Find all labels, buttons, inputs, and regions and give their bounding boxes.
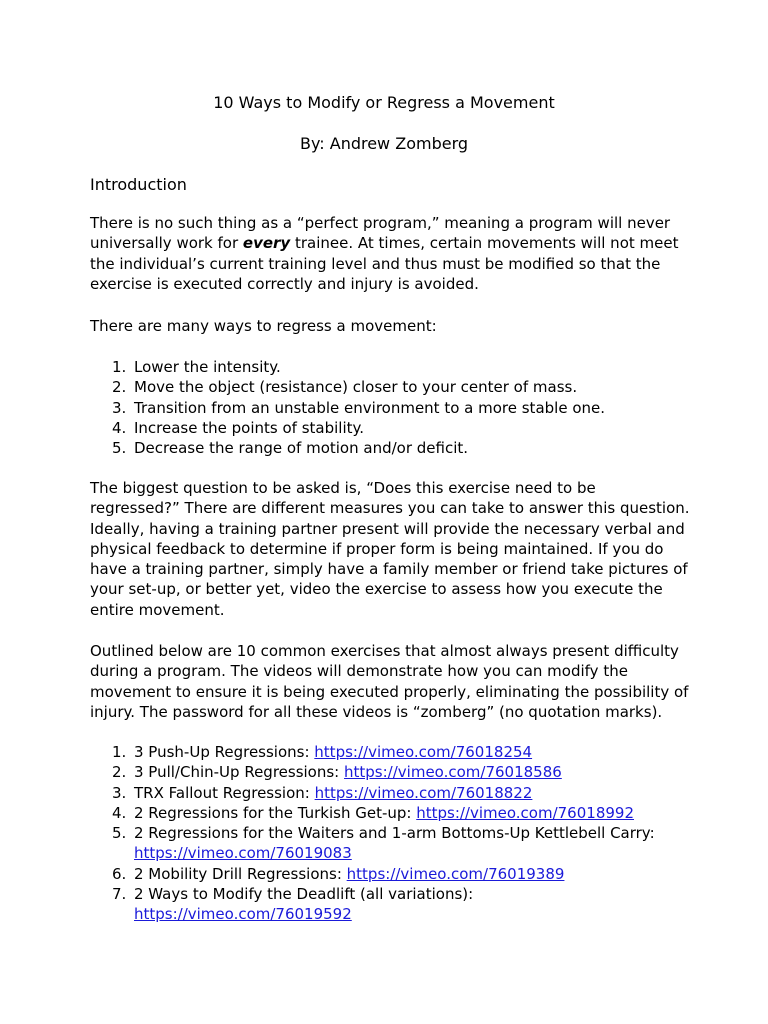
list-item-text: Move the object (resistance) closer to your center of mass. — [134, 378, 578, 397]
intro-text-start: There is no such thing as a “perfect program,” meaning a program will never universally work for — [90, 214, 671, 253]
section-heading-introduction: Introduction — [90, 175, 187, 194]
list-number: 7. — [112, 885, 127, 904]
list-number: 4. — [112, 418, 127, 437]
list-item-text: 3 Push-Up Regressions: — [134, 743, 315, 761]
list-item — [90, 742, 690, 762]
author-byline: By: Andrew Zomberg — [299, 134, 469, 153]
list-number: 2. — [112, 378, 127, 397]
list-item-text: 2 Mobility Drill Regressions: — [134, 864, 347, 883]
list-item-text: Transition from an unstable environment to a more stable one. — [134, 398, 605, 417]
list-item-text: 2 Regressions for the Turkish Get-up: — [134, 803, 417, 822]
list-item — [90, 884, 690, 925]
video-link[interactable]: https://vimeo.com/76018586 — [344, 763, 562, 782]
list-item — [90, 438, 690, 458]
outlined-below-paragraph: Outlined below are 10 common exercises that almost always present difficulty during a program. The videos will demonstrate how you can modify the movement to ensure it is being executed properly, eliminating the possibility of injury. The password for all these videos is “zomberg” (no quotation marks). — [90, 642, 689, 721]
list-item — [90, 864, 690, 884]
regression-methods-list — [90, 357, 690, 458]
list-item-text: 2 Ways to Modify the Deadlift (all variations): — [134, 885, 474, 904]
video-link[interactable]: https://vimeo.com/76018822 — [314, 783, 533, 802]
list-item-text: TRX Fallout Regression: — [134, 783, 315, 802]
list-number: 5. — [112, 824, 127, 843]
list-item — [90, 803, 690, 823]
list-item — [90, 823, 690, 864]
intro-paragraph — [90, 213, 690, 294]
list-item-text: 2 Regressions for the Waiters and 1-arm Bottoms-Up Kettlebell Carry: — [134, 824, 655, 843]
list-item — [90, 418, 690, 438]
list-item — [90, 398, 690, 418]
list-number: 4. — [112, 803, 127, 822]
list-item-text: Decrease the range of motion and/or deficit. — [134, 439, 469, 458]
list-number: 5. — [112, 439, 127, 458]
video-link[interactable]: https://vimeo.com/76018254 — [314, 743, 533, 761]
video-link[interactable]: https://vimeo.com/76019389 — [346, 864, 565, 883]
list-number: 1. — [112, 358, 127, 376]
list-number: 6. — [112, 864, 127, 883]
list-item-text: 3 Pull/Chin-Up Regressions: — [134, 763, 345, 782]
emphasis-every: every — [242, 234, 291, 253]
list-number: 3. — [112, 783, 127, 802]
biggest-question-paragraph: The biggest question to be asked is, “Does this exercise need to be regressed?” There are different measures you can take to answer this question. Ideally, having a training partner present will provide the necessary verbal and physical feedback to determine if proper form is being maintained. If you do have a training partner, simply have a family member or friend take pictures of your set-up, or better yet, video the exercise to assess how you execute the entire movement. — [90, 479, 690, 619]
list-item — [90, 762, 690, 782]
document-title: 10 Ways to Modify or Regress a Movement — [213, 93, 555, 112]
list-item — [90, 377, 690, 397]
list-number: 2. — [112, 763, 127, 782]
list-number: 1. — [112, 743, 127, 761]
intro-text-end: trainee. At times, certain movements will not meet the individual’s current training level and thus must be modified so that the exercise is executed correctly and injury is avoided. — [90, 234, 679, 293]
video-link[interactable]: https://vimeo.com/76018992 — [416, 803, 634, 822]
list-item-text: Lower the intensity. — [134, 358, 281, 376]
video-link[interactable]: https://vimeo.com/76019592 — [134, 905, 352, 924]
list-item — [90, 357, 690, 377]
list-number: 3. — [112, 398, 127, 417]
video-link[interactable]: https://vimeo.com/76019083 — [134, 844, 352, 863]
list-item-text: Increase the points of stability. — [134, 418, 364, 437]
list-item — [90, 783, 690, 803]
regress-intro-paragraph: There are many ways to regress a movement: — [90, 317, 437, 335]
exercise-video-list — [90, 742, 690, 925]
